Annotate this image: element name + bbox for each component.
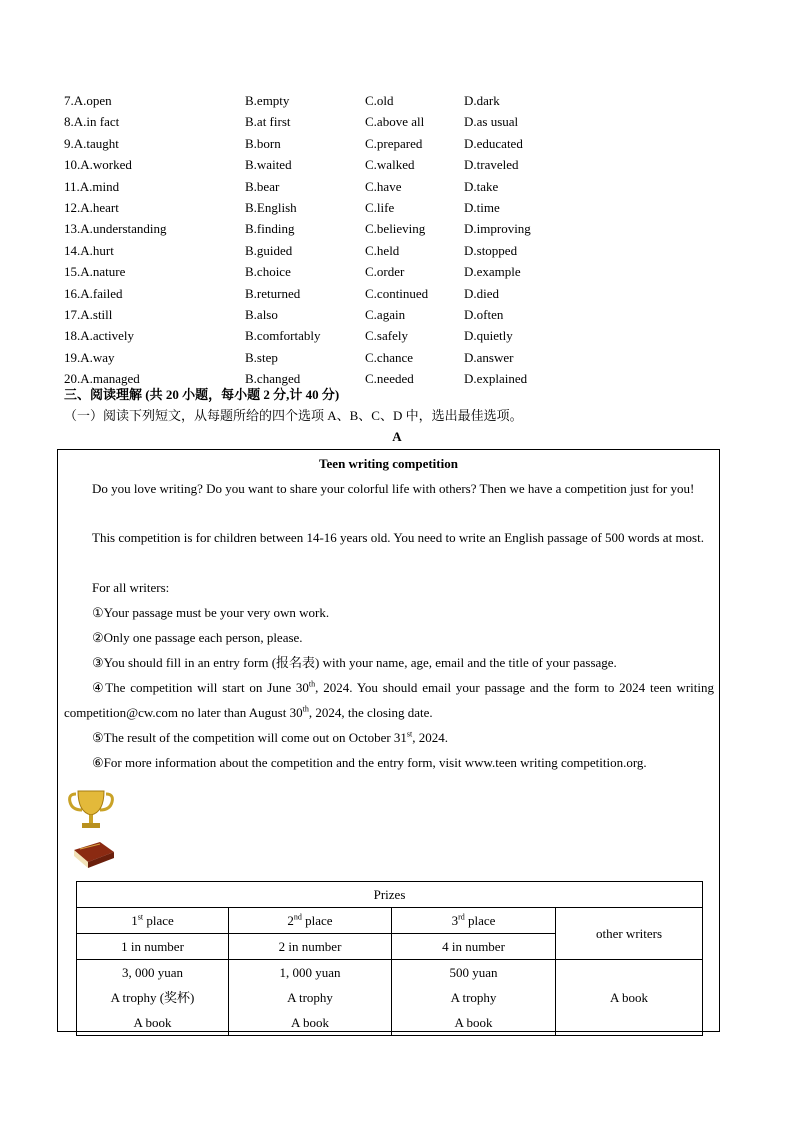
trophy-icon	[68, 788, 114, 832]
section-instruction: （一）阅读下列短文，从每题所给的四个选项 A、B、C、D 中，选出最佳选项。	[64, 408, 523, 423]
option-cell: 9.A.taught	[64, 135, 119, 151]
option-cell: 19.A.way	[64, 349, 115, 365]
option-row	[64, 111, 564, 132]
option-cell: D.improving	[464, 221, 531, 237]
option-row	[64, 197, 564, 218]
other-writers-header: other writers	[556, 908, 703, 960]
option-cell: D.quietly	[464, 328, 513, 344]
option-cell: B.guided	[245, 242, 293, 258]
option-cell: 8.A.in fact	[64, 114, 120, 130]
option-cell: D.time	[464, 200, 500, 216]
option-cell: C.needed	[365, 371, 414, 387]
option-cell: 20.A.managed	[64, 371, 140, 387]
option-cell: C.have	[365, 178, 402, 194]
option-cell: 11.A.mind	[64, 178, 120, 194]
option-cell: D.often	[464, 307, 504, 323]
rule-4: ④The competition will start on June 30th, 2024. You should email your passage and the form to 2024 teen writing competition@cw.com no later than August 30th, 2024, the closing date.	[64, 679, 714, 720]
option-row	[64, 218, 564, 239]
rule-5: ⑤The result of the competition will come out on October 31st, 2024.	[92, 729, 449, 745]
option-cell: C.above all	[365, 114, 425, 130]
option-cell: C.again	[365, 307, 406, 323]
option-row	[64, 176, 564, 197]
passage-label: A	[392, 429, 402, 444]
option-row	[64, 304, 564, 325]
option-cell: 15.A.nature	[64, 264, 126, 280]
option-row	[64, 325, 564, 346]
option-cell: B.English	[245, 200, 297, 216]
passage-title: Teen writing competition	[319, 456, 458, 471]
paragraph-eligibility: This competition is for children between 14-16 years old. You need to write an English passage of 500 words at most.	[92, 530, 704, 545]
place-2-prize: 1, 000 yuan A trophy A book	[229, 960, 392, 1036]
rule-2: ②Only one passage each person, please.	[92, 630, 303, 645]
option-cell: 7.A.open	[64, 93, 112, 108]
option-cell: C.walked	[365, 157, 415, 173]
option-cell: B.comfortably	[245, 328, 321, 344]
option-cell: B.changed	[245, 371, 301, 387]
option-cell: C.believing	[365, 221, 426, 237]
option-cell: D.example	[464, 264, 521, 280]
option-cell: B.returned	[245, 285, 301, 301]
option-cell: C.order	[365, 264, 405, 280]
option-cell: B.empty	[245, 93, 290, 108]
rule-6: ⑥For more information about the competition and the entry form, visit www.teen writing competition.org.	[92, 755, 647, 770]
option-row	[64, 347, 564, 368]
option-row	[64, 154, 564, 175]
option-cell: 13.A.understanding	[64, 221, 167, 237]
rule-1: ①Your passage must be your very own work.	[92, 605, 330, 620]
option-cell: D.died	[464, 285, 500, 301]
option-cell: C.prepared	[365, 135, 423, 151]
section-title: 三、阅读理解 (共 20 小题，每小题 2 分,计 40 分)	[64, 387, 340, 402]
passage-box	[57, 449, 720, 1032]
option-cell: D.stopped	[464, 242, 518, 258]
option-cell: C.life	[365, 200, 395, 216]
option-cell: B.finding	[245, 221, 295, 237]
option-cell: 10.A.worked	[64, 157, 132, 173]
option-cell: B.born	[245, 135, 281, 151]
place-2-header: 2nd place	[229, 908, 392, 934]
option-cell: D.educated	[464, 135, 523, 151]
option-cell: 18.A.actively	[64, 328, 135, 344]
option-cell: B.at first	[245, 114, 291, 130]
option-cell: D.explained	[464, 371, 528, 387]
book-icon	[70, 838, 118, 870]
place-2-count: 2 in number	[229, 934, 392, 960]
option-cell: C.safely	[365, 328, 408, 344]
option-cell: C.held	[365, 242, 400, 258]
cloze-options-table	[64, 90, 564, 390]
paragraph-for-writers: For all writers:	[92, 580, 170, 595]
place-3-prize: 500 yuan A trophy A book	[392, 960, 556, 1036]
option-cell: C.old	[365, 93, 394, 108]
option-cell: D.take	[464, 178, 499, 194]
option-row	[64, 133, 564, 154]
place-1-header: 1st place	[77, 908, 229, 934]
option-cell: B.waited	[245, 157, 292, 173]
option-cell: 17.A.still	[64, 307, 113, 323]
place-3-header: 3rd place	[392, 908, 556, 934]
option-row	[64, 240, 564, 261]
option-cell: D.traveled	[464, 157, 519, 173]
option-row	[64, 283, 564, 304]
option-cell: 12.A.heart	[64, 200, 119, 216]
option-row	[64, 261, 564, 282]
prizes-table	[76, 881, 703, 1036]
place-1-prize: 3, 000 yuan A trophy (奖杯) A book	[77, 960, 229, 1036]
option-cell: 16.A.failed	[64, 285, 123, 301]
place-3-count: 4 in number	[392, 934, 556, 960]
option-cell: B.also	[245, 307, 278, 323]
option-cell: B.bear	[245, 178, 280, 194]
paragraph-intro: Do you love writing? Do you want to share your colorful life with others? Then we have a competition just for you!	[92, 481, 695, 496]
option-cell: B.step	[245, 349, 278, 365]
option-cell: D.as usual	[464, 114, 519, 130]
option-cell: B.choice	[245, 264, 291, 280]
option-cell: 14.A.hurt	[64, 242, 114, 258]
rule-3: ③You should fill in an entry form (报名表) with your name, age, email and the title of your passage.	[92, 655, 617, 670]
option-cell: C.continued	[365, 285, 429, 301]
option-cell: D.answer	[464, 349, 514, 365]
option-cell: D.dark	[464, 93, 500, 108]
option-cell: C.chance	[365, 349, 414, 365]
prizes-header: Prizes	[77, 882, 703, 908]
option-row	[64, 90, 564, 111]
other-writers-prize: A book	[556, 960, 703, 1036]
place-1-count: 1 in number	[77, 934, 229, 960]
